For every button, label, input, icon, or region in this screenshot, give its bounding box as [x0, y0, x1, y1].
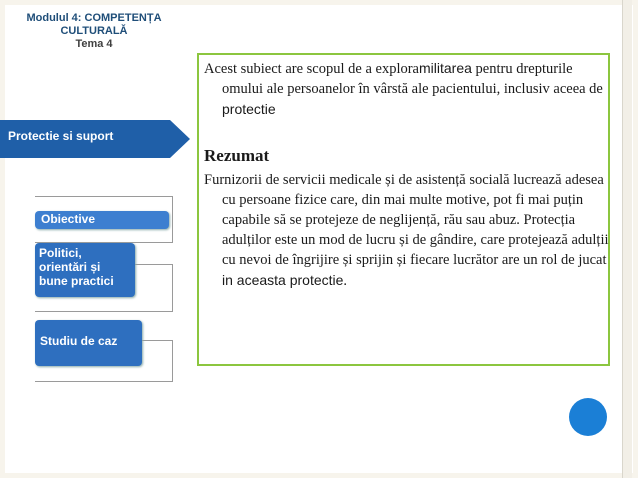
right-stripe — [622, 0, 632, 478]
summary-text: Furnizorii de servicii medicale și de asistență socială lucrează adesea cu persoane fizice care, din mai multe motive, pot fi mai puțin capabile să se protejeze de neglijență, rău sau abuz. Protecția adulților este un mod de lucru și de gândire, care protejează adulții cu nevoi de îngrijire și sprijin și fiecare lucrător are un rol de jucat — [204, 172, 609, 268]
header-line-2: CULTURALĂ — [60, 25, 128, 37]
nav-policies-button[interactable]: Politici, orientări și bune practici — [35, 243, 135, 297]
intro-emphasis-2: protectie — [222, 101, 276, 117]
slide-header — [8, 12, 180, 51]
decorative-circle — [569, 398, 607, 436]
intro-text-2: pentru drepturile omului ale persoanelor în vârstă ale pacientului, inclusiv aceea de — [222, 61, 603, 97]
intro-paragraph — [204, 58, 617, 120]
summary-heading: Rezumat — [204, 146, 270, 165]
nav-case-study-button[interactable]: Studiu de caz — [35, 320, 142, 366]
header-line-1: Modulul 4: COMPETENȚA — [26, 12, 162, 24]
summary-end: . — [343, 273, 348, 289]
summary-paragraph — [204, 170, 617, 291]
intro-emphasis-1: militarea — [419, 60, 472, 76]
intro-text-1: Acest subiect are scopul de a explora — [204, 61, 419, 77]
header-line-3: Tema 4 — [75, 38, 113, 50]
nav-objective-button[interactable]: Obiective — [35, 211, 169, 229]
summary-emphasis: in aceasta protectie — [222, 272, 344, 288]
banner-label[interactable]: Protectie si suport — [8, 129, 114, 143]
